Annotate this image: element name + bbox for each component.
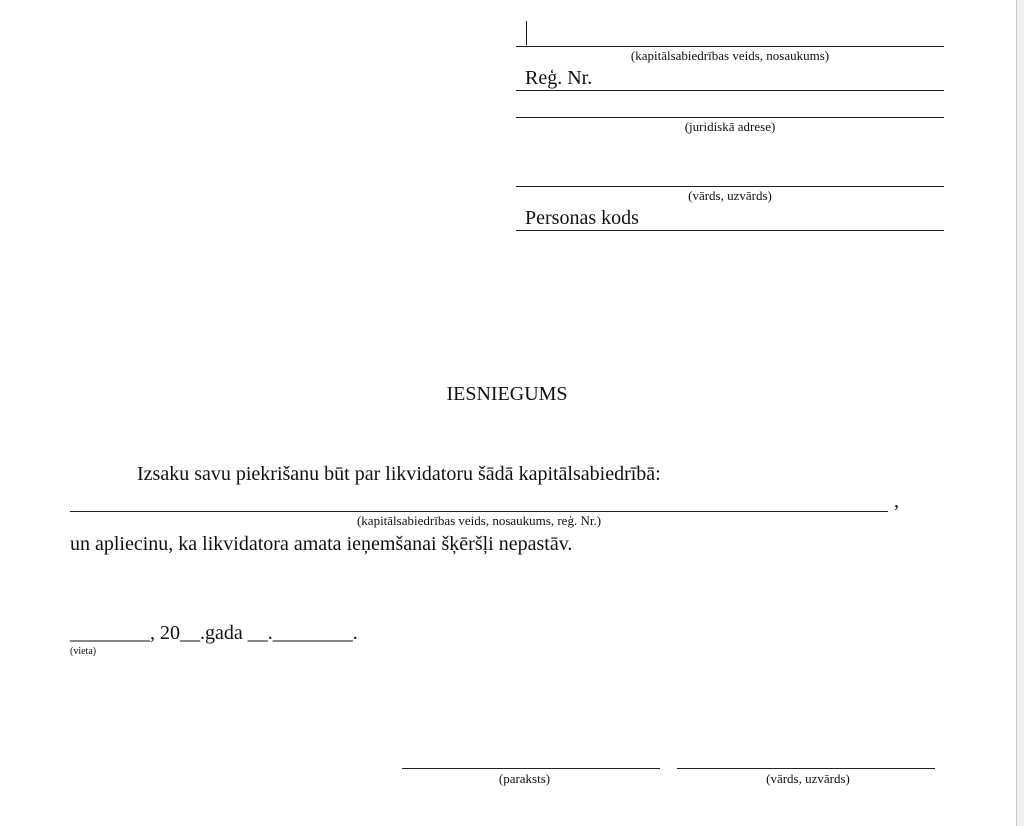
attestation-text: un apliecinu, ka likvidatora amata ieņemšanai šķēršļi nepastāv. — [70, 533, 573, 555]
company-details-caption: (kapitālsabiedrības veids, nosaukums, reģ. Nr.) — [356, 513, 602, 528]
comma: , — [894, 490, 899, 512]
place-date-line[interactable]: ________, 20__.gada __.________. — [70, 622, 358, 644]
applicant-name-field-line[interactable] — [516, 186, 944, 187]
address-caption: (juridiskā adrese) — [684, 119, 776, 134]
company-details-field-line[interactable] — [70, 511, 888, 512]
text-cursor — [526, 21, 527, 45]
reg-nr-field-line[interactable] — [516, 90, 944, 91]
signature-caption: (paraksts) — [498, 771, 551, 786]
applicant-name-caption: (vārds, uzvārds) — [688, 188, 772, 203]
document-title: IESNIEGUMS — [446, 383, 568, 405]
consent-text: Izsaku savu piekrišanu būt par likvidatoru šādā kapitālsabiedrībā: — [137, 463, 661, 485]
company-name-field-line[interactable] — [516, 46, 944, 47]
personal-code-field-line[interactable] — [516, 230, 944, 231]
signer-name-caption: (vārds, uzvārds) — [766, 771, 850, 786]
place-caption: (vieta) — [70, 646, 97, 657]
signer-name-field-line[interactable] — [677, 768, 935, 769]
address-field-line[interactable] — [516, 117, 944, 118]
personal-code-label: Personas kods — [525, 207, 639, 229]
company-name-caption: (kapitālsabiedrības veids, nosaukums) — [630, 48, 830, 63]
reg-nr-label: Reģ. Nr. — [525, 67, 593, 89]
page-edge — [1016, 0, 1024, 826]
signature-field-line[interactable] — [402, 768, 660, 769]
